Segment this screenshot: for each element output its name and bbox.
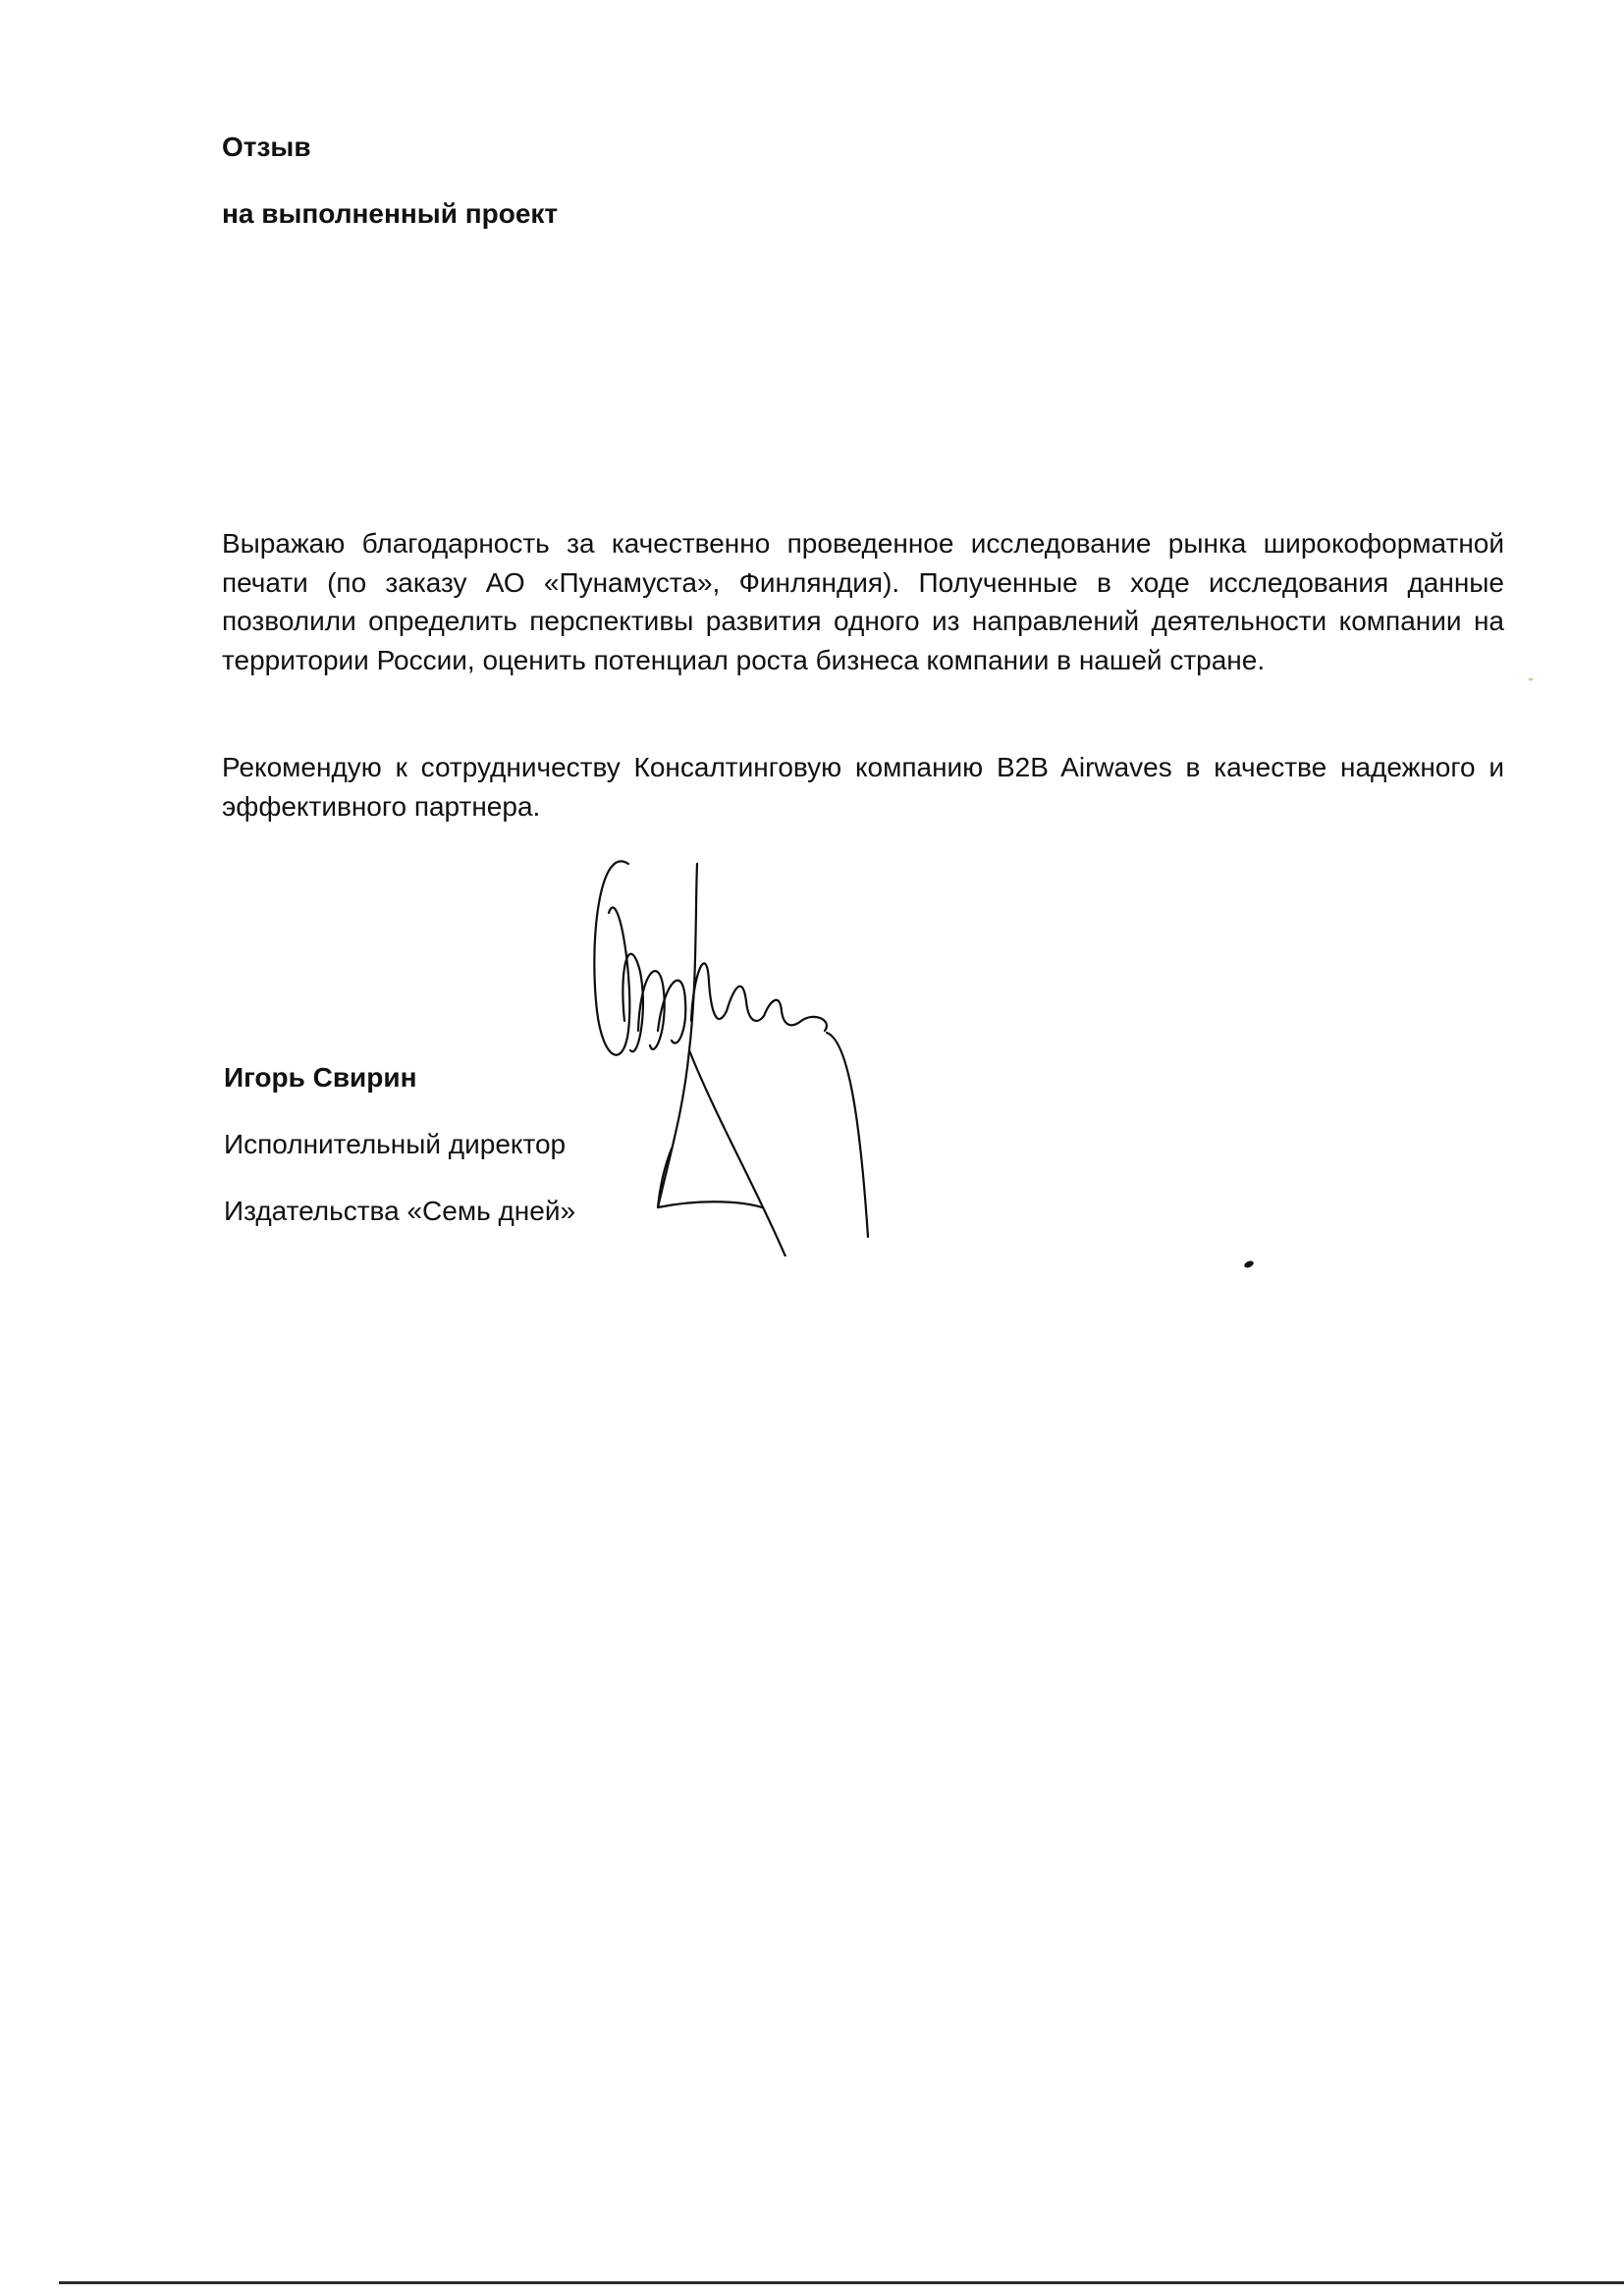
handwritten-signature bbox=[569, 825, 923, 1256]
letter-subtitle: на выполненный проект bbox=[222, 198, 559, 229]
letter-title: Отзыв bbox=[222, 132, 311, 162]
signatory-name: Игорь Свирин bbox=[224, 1062, 417, 1093]
scan-bottom-edge bbox=[59, 2281, 1624, 2284]
body-paragraph-gratitude: Выражаю благодарность за качественно проведенное исследование рынка широкоформатной печати (по заказу АО «Пунамуста», Финляндия). Полученные в ходе исследования данные позволили определить перспективы развития одного из направлений деятельности компании на территории России, оценить потенциал роста бизнеса компании в нашей стране. bbox=[222, 528, 1504, 675]
body-paragraph-recommendation: Рекомендую к сотрудничеству Консалтинговую компанию B2B Airwaves в качестве надежного и эффективного партнера. bbox=[222, 752, 1504, 822]
scan-speck bbox=[1528, 677, 1534, 681]
signatory-organization: Издательства «Семь дней» bbox=[224, 1196, 576, 1226]
signatory-position: Исполнительный директор bbox=[224, 1129, 567, 1159]
ink-speck bbox=[1243, 1260, 1255, 1268]
